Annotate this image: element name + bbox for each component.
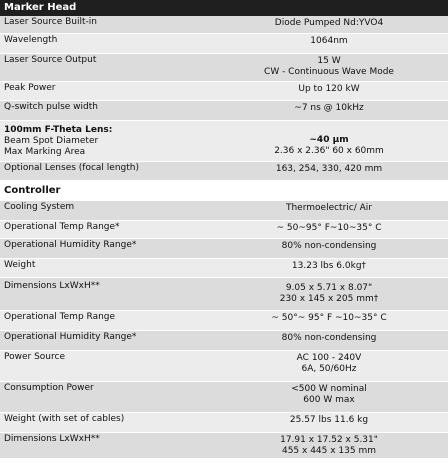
spec-row-laser-output [0, 54, 448, 82]
spec-value: ~ 50°~ 95° F ~10~35° C [271, 313, 387, 323]
spec-label: Cooling System [4, 202, 75, 212]
spec-value: ~ 50~95° F~10~35° C [276, 223, 382, 233]
spec-label: 100mm F-Theta Lens: Beam Spot Diameter Max Marking Area [4, 125, 113, 157]
spec-row-temp-range [0, 221, 448, 239]
spec-row-laser-source [0, 16, 448, 34]
spec-label: Power Source [4, 352, 65, 362]
spec-label: Dimensions LxWxH** [4, 434, 100, 444]
spec-label: Optional Lenses (focal length) [4, 163, 139, 173]
spec-value: 1064nm [310, 36, 348, 46]
spec-label: Operational Humidity Range* [4, 332, 137, 342]
spec-value: AC 100 - 240V 6A, 50/60Hz [296, 353, 362, 374]
spec-label: Weight [4, 260, 36, 270]
spec-value: 15 W CW - Continuous Wave Mode [264, 56, 394, 77]
spec-label: Dimensions LxWxH** [4, 281, 100, 291]
spec-value: 17.91 x 17.52 x 5.31" 455 x 445 x 135 mm [280, 435, 378, 456]
spec-label: Operational Humidity Range* [4, 240, 137, 250]
spec-label: Laser Source Built-in [4, 17, 97, 27]
spec-label: Operational Temp Range [4, 312, 116, 322]
spec-value: ~7 ns @ 10kHz [294, 103, 364, 113]
spec-row-optional-lenses [0, 162, 448, 181]
section-header-controller: Controller [0, 181, 448, 201]
spec-value: 9.05 x 5.71 x 8.07" 230 x 145 x 205 mm† [279, 283, 379, 304]
spec-row-weight-cables [0, 413, 448, 433]
section-header-marker-head: Marker Head [0, 0, 448, 16]
spec-row-humidity-range-2 [0, 331, 448, 351]
spec-row-dimensions [0, 278, 448, 311]
spec-value: Diode Pumped Nd:YVO4 [274, 18, 384, 28]
spec-row-wavelength [0, 34, 448, 54]
spec-value: 80% non-condensing [281, 333, 377, 343]
spec-row-f-theta-lens [0, 121, 448, 162]
spec-value: <500 W nominal 600 W max [291, 384, 367, 405]
spec-row-peak-power [0, 82, 448, 101]
spec-label: Operational Temp Range* [4, 222, 120, 232]
spec-value: 25.57 lbs 11.6 kg [289, 415, 369, 425]
spec-label: Q-switch pulse width [4, 102, 98, 112]
spec-label: Consumption Power [4, 383, 94, 393]
spec-value: 163, 254, 330, 420 mm [275, 164, 383, 174]
spec-row-consumption [0, 382, 448, 413]
spec-row-pulse-width [0, 101, 448, 121]
spec-value: 80% non-condensing [281, 241, 377, 251]
spec-row-cooling [0, 201, 448, 221]
spec-row-temp-range-2 [0, 311, 448, 331]
spec-label: Wavelength [4, 35, 58, 45]
spec-label: Laser Source Output [4, 55, 97, 65]
spec-row-power-source [0, 351, 448, 382]
spec-row-humidity-range [0, 239, 448, 259]
spec-value: ~40 µm 2.36 x 2.36" 60 x 60mm [274, 135, 384, 156]
spec-value: Thermoelectric/ Air [285, 203, 372, 213]
spec-value: Up to 120 kW [298, 84, 360, 94]
spec-row-weight [0, 259, 448, 278]
spec-row-dimensions-2 [0, 433, 448, 459]
spec-label: Weight (with set of cables) [4, 414, 125, 424]
spec-label: Peak Power [4, 83, 56, 93]
spec-value: 13.23 lbs 6.0kg† [291, 261, 367, 271]
